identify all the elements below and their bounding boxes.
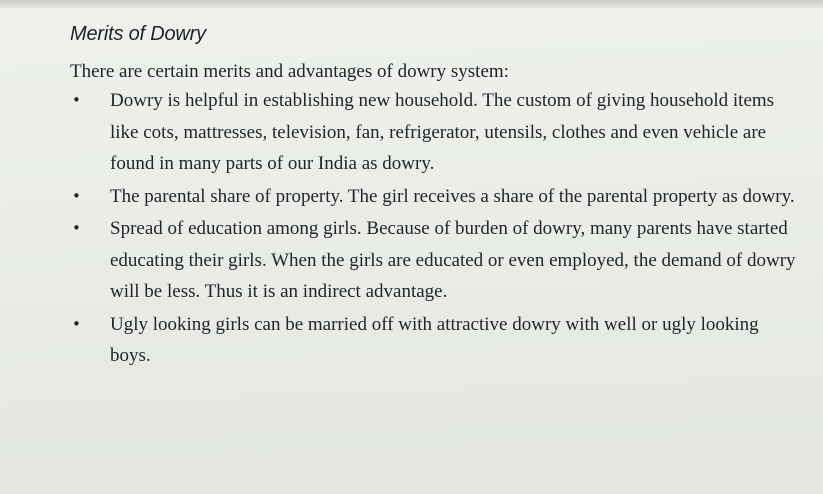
bullet-icon: • <box>72 91 81 109</box>
page-top-edge <box>0 0 823 8</box>
list-item-text: Spread of education among girls. Because of burden of dowry, many parents have started educating their girls. When the girls are educated or even employed, the demand of dowry will be less. Thus it is an indirect advantage. <box>110 218 796 302</box>
list-item <box>70 213 800 308</box>
bullet-icon: • <box>72 314 81 333</box>
intro-sentence: There are certain merits and advantages of dowry system: <box>70 61 509 82</box>
list-item-text: Ugly looking girls can be married off with attractive dowry with well or ugly looking boys. <box>110 313 759 366</box>
list-item-text: The parental share of property. The girl receives a share of the parental property as dowry. <box>110 185 795 207</box>
list-item <box>70 85 800 180</box>
list-item <box>70 309 800 372</box>
merits-list <box>70 85 800 372</box>
bullet-icon: • <box>72 186 81 205</box>
list-item <box>70 181 800 213</box>
section-heading: Merits of Dowry <box>70 23 206 45</box>
list-item-text: Dowry is helpful in establishing new household. The custom of giving household items like cots, mattresses, television, fan, refrigerator, utensils, clothes and even vehicle are found in many parts of our India as dowry. <box>110 90 775 174</box>
bullet-icon: • <box>72 219 81 237</box>
